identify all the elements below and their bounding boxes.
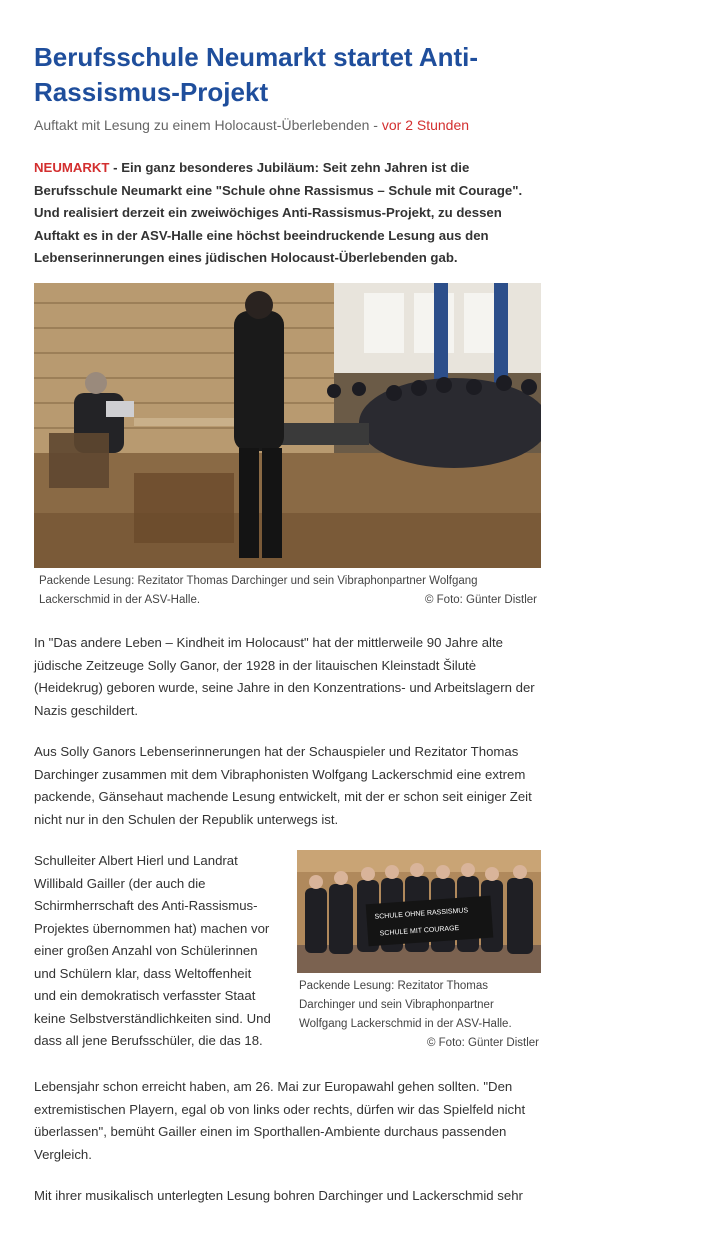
photo-group-image (297, 850, 541, 973)
photo-reading-caption (39, 572, 537, 610)
paragraph-1: In "Das andere Leben – Kindheit im Holocaust" hat der mittlerweile 90 Jahre alte jüdische Zeitzeuge Solly Ganor, der 1928 in der litauischen Kleinstadt Šilutė (Heidekrug) geboren wurde, seine Jahre in den Konzentrations- und Arbeitslagern der Nazis geschildert. (34, 635, 535, 718)
article-photo-reading[interactable] (34, 283, 541, 568)
lead-text: - Ein ganz besonderes Jubiläum: Seit zehn Jahren ist die Berufsschule Neumarkt eine "Schule ohne Rassismus – Schule mit Courage". Und realisiert derzeit ein zweiwöchiges Anti-Rassismus-Projekt, zu dessen Auftakt es in der ASV-Halle eine höchst beeindruckende Lesung aus den Lebenserinnerungen eines jüdischen Holocaust-Überlebenden gab. (34, 160, 523, 265)
banner-text-1: SCHULE OHNE RASSISMUS (374, 907, 469, 921)
dateline: NEUMARKT (34, 160, 110, 175)
paragraph-4: Mit ihrer musikalisch unterlegten Lesung bohren Darchinger und Lackerschmid sehr (34, 1188, 523, 1203)
photo-reading-image (34, 283, 541, 568)
article-lead (34, 157, 544, 270)
caption-text-2: Packende Lesung: Rezitator Thomas Darchinger und sein Vibraphonpartner Wolfgang Lackerschmid in der ASV-Halle. (299, 980, 512, 1030)
banner-text-2: SCHULE MIT COURAGE (379, 924, 460, 938)
caption-text: Packende Lesung: Rezitator Thomas Darchinger und sein Vibraphonpartner Wolfgang Lackerschmid in der ASV-Halle. (39, 575, 478, 606)
photo-credit: © Foto: Günter Distler (424, 594, 537, 606)
paragraph-3-continued: Lebensjahr schon erreicht haben, am 26. Mai zur Europawahl gehen sollten. "Den extremistischen Playern, egal ob von links oder rechts, dürfen wir das Spielfeld nicht überlassen", bemüht Gailler einen im Sporthallen-Ambiente durchaus passenden Vergleich. (34, 1079, 526, 1162)
paragraph-2: Aus Solly Ganors Lebenserinnerungen hat der Schauspieler und Rezitator Thomas Darchinger zusammen mit dem Vibraphonisten Wolfgang Lackerschmid eine extrem packende, Gänsehaut machende Lesung entwickelt, mit der er schon seit einiger Zeit nicht nur in den Schulen der Republik unterwegs ist. (34, 744, 532, 827)
article-photo-group[interactable] (297, 850, 541, 973)
timestamp: vor 2 Stunden (381, 117, 470, 133)
subtitle-text: Auftakt mit Lesung zu einem Holocaust-Überlebenden - (34, 117, 382, 133)
article-subtitle (34, 115, 554, 135)
photo-credit-2: © Foto: Günter Distler (426, 1037, 539, 1049)
paragraph-3: Schulleiter Albert Hierl und Landrat Willibald Gailler (der auch die Schirmherrschaft des Anti-Rassismus-Projektes übernommen hat) machen vor einer großen Anzahl von Schülerinnen und Schülern klar, dass Weltoffenheit und ein demokratisch verfasster Staat keine Selbstverständlichkeiten sind. Und dass all jene Berufsschüler, die das 18. (34, 853, 271, 1048)
photo-group-caption (299, 977, 539, 1053)
article-title: Berufsschule Neumarkt startet Anti-Rassismus-Projekt (34, 42, 479, 107)
